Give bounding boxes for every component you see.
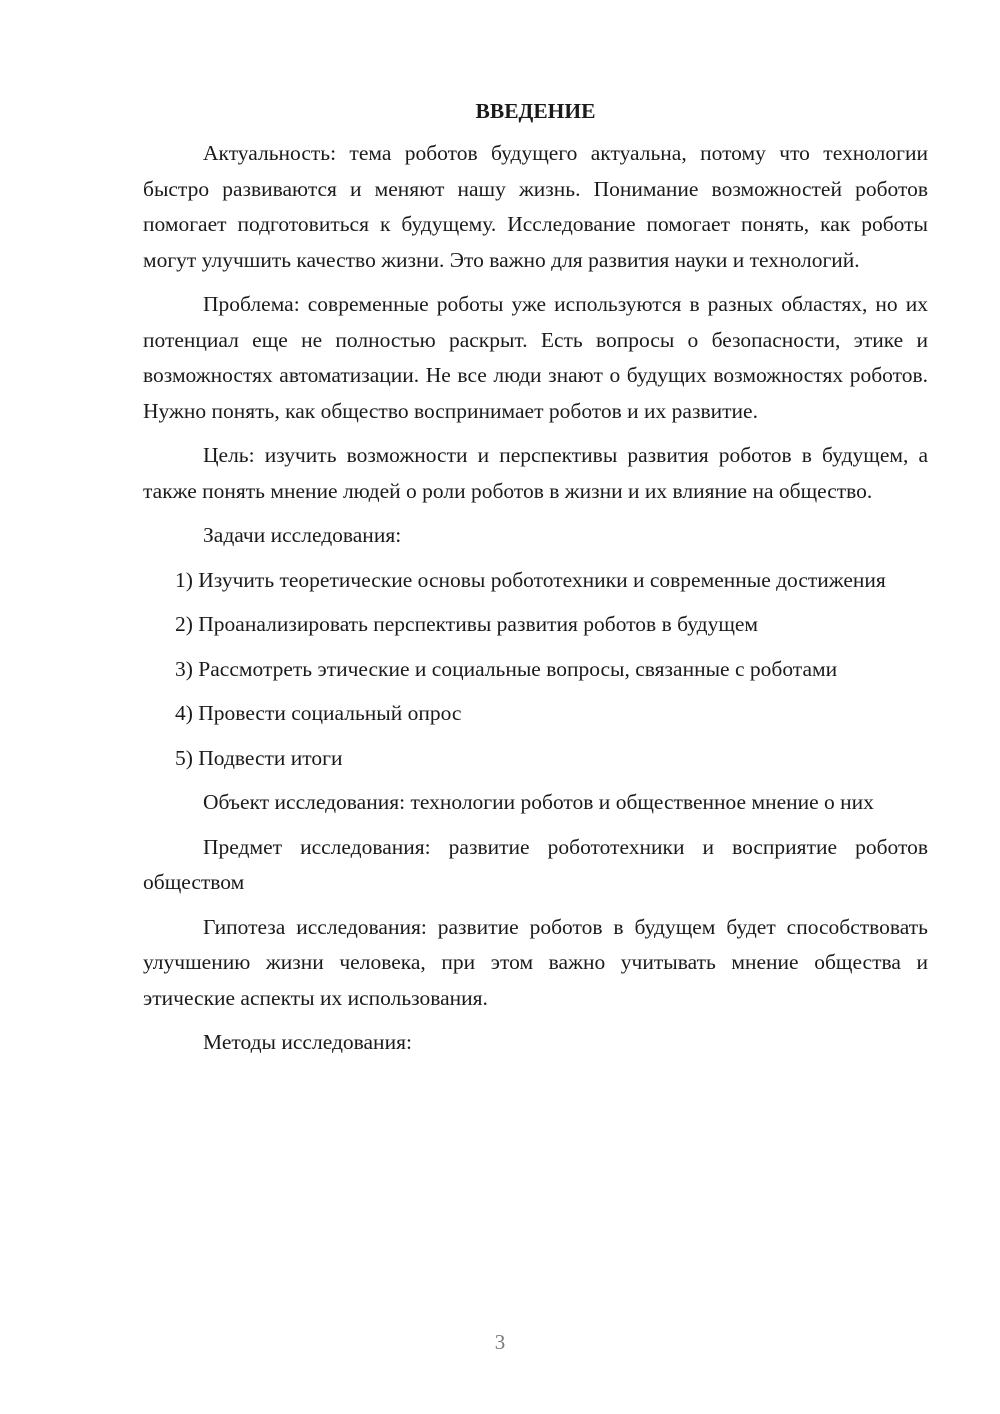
problem-paragraph: Проблема: современные роботы уже используются в разных областях, но их потенциал еще не полностью раскрыт. Есть вопросы о безопасности, этике и возможностях автоматизации. Не все люди знают о будущих возможностях роботов. Нужно понять, как общество воспринимает роботов и их развитие. — [143, 292, 928, 423]
task-item: 1) Изучить теоретические основы робототехники и современные достижения — [175, 567, 886, 592]
task-item: 5) Подвести итоги — [175, 745, 343, 770]
object-paragraph: Объект исследования: технологии роботов и общественное мнение о них — [203, 790, 874, 814]
methods-heading: Методы исследования: — [203, 1030, 412, 1054]
task-item: 3) Рассмотреть этические и социальные вопросы, связанные с роботами — [175, 656, 838, 681]
subject-paragraph: Предмет исследования: развитие робототехники и восприятие роботов обществом — [143, 834, 928, 894]
page-number: 3 — [494, 1330, 506, 1354]
task-item: 4) Провести социальный опрос — [175, 701, 462, 725]
task-item: 2) Проанализировать перспективы развития роботов в будущем — [175, 612, 759, 636]
hypothesis-paragraph: Гипотеза исследования: развитие роботов в будущем будет способствовать улучшению жизни человека, при этом важно учитывать мнение общества и этические аспекты их использования. — [143, 914, 928, 1010]
document-page — [143, 92, 928, 1070]
goal-paragraph: Цель: изучить возможности и перспективы развития роботов в будущем, а также понять мнение людей о роли роботов в жизни и их влияние на общество. — [143, 443, 928, 503]
tasks-heading: Задачи исследования: — [203, 523, 402, 547]
section-title: ВВЕДЕНИЕ — [475, 99, 596, 123]
relevance-paragraph: Актуальность: тема роботов будущего актуальна, потому что технологии быстро развиваются и меняют нашу жизнь. Понимание возможностей роботов помогает подготовиться к будущему. Исследование помогает понять, как роботы могут улучшить качество жизни. Это важно для развития науки и технологий. — [143, 141, 928, 272]
